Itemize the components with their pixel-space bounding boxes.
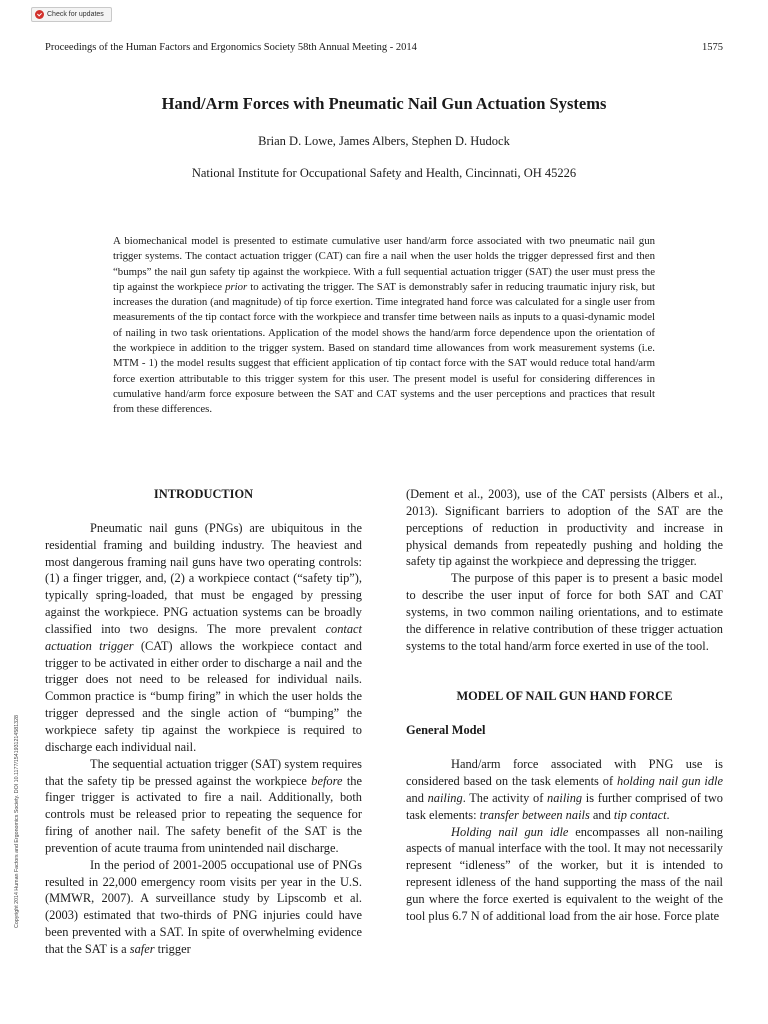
abstract-text: A biomechanical model is presented to estimate cumulative user hand/arm force associated with two pneumatic nail gun trigger systems. The contact actuation trigger (CAT) can fire a nail when the user holds the trigger depressed first and then “bumps” the nail gun safety tip against the workpiece. With a full sequential actuation trigger (SAT) the user must press the tip against the workpiece <box>113 235 655 293</box>
left-column <box>45 486 362 958</box>
paragraph-emphasis: contact actuation trigger <box>45 621 362 653</box>
paragraph-emphasis: safer <box>129 941 155 956</box>
paragraph-text: and <box>589 807 614 822</box>
introduction-heading: INTRODUCTION <box>153 487 254 501</box>
paragraph-text: The sequential actuation trigger (SAT) system requires that the safety tip be pressed against the workpiece <box>45 756 362 788</box>
model-paragraph-2 <box>406 824 723 925</box>
paragraph-text: . <box>666 807 670 822</box>
general-model-heading: General Model <box>406 723 486 738</box>
abstract-text: to activating the trigger. The SAT is demonstrably safer in reducing traumatic injury risk, but increases the duration (and magnitude) of tip force exertion. Time integrated hand force was calculated for a single user from measurements of the tip contact force with the workpiece and transfer time between nails as inputs to a quasi-dynamic model of nailing in two task orientations. Application of the model shows the hand/arm force dependence upon the orientation of the workpiece in addition to the trigger system. Based on standard time allowances from work measurement systems (i.e. MTM - 1) the model results suggest that efficient application of tip contact force with the SAT would reduce total hand/arm force exertion attributable to this trigger system for this user. The present model is useful for considering differences in cumulative hand/arm force exposure between the SAT and CAT systems and the user perceptions and practices that result from these differences. <box>113 280 655 416</box>
paragraph-emphasis: before <box>311 773 343 788</box>
model-heading: MODEL OF NAIL GUN HAND FORCE <box>456 689 673 704</box>
model-paragraph-1 <box>406 756 723 823</box>
paragraph-text: (CAT) allows the workpiece contact and trigger to be activated in either order to discharge a nail and the trigger does not need to be released for individual nails. Common practice is “bump firing” in which the user holds the trigger depressed and the single action of “bumping” the workpiece safety tip against the workpiece is required to discharge each individual nail. <box>45 638 362 754</box>
intro-paragraph-2 <box>45 756 362 857</box>
paragraph-emphasis: transfer between nails <box>479 807 590 822</box>
abstract <box>113 234 655 418</box>
paragraph-emphasis: tip contact <box>613 807 667 822</box>
paragraph-emphasis: Holding nail gun idle <box>451 824 569 839</box>
paragraph-text: In the period of 2001-2005 occupational use of PNGs resulted in 22,000 emergency room visits per year in the U.S. (MMWR, 2007). A surveillance study by Lipscomb et al. (2003) estimated that two-thirds of PNG injuries could have been prevented with a SAT. In spite of overwhelming evidence that the SAT is a <box>45 857 362 956</box>
paragraph-text: encompasses all non-nailing aspects of manual interface with the tool. It may not necessarily represent “idleness” of the worker, but it is intended to represent idleness of the hand supporting the mass of the nail gun where the force exerted is equivalent to the weight of the tool plus 6.7 N of additional load from the air hose. Force plate <box>406 824 723 923</box>
paper-authors: Brian D. Lowe, James Albers, Stephen D. Hudock <box>258 134 510 148</box>
paragraph-text: is further comprised of two task elements: <box>406 790 723 822</box>
paragraph-text: the finger trigger is activated to fire a nail. Additionally, both controls must be released prior to repeating the sequence for firing of another nail. The safety benefit of the SAT is the prevention of acute trauma from unintended nail discharge. <box>45 773 362 855</box>
check-for-updates-icon <box>35 10 44 19</box>
check-for-updates-label: Check for updates <box>47 11 104 18</box>
running-head: Proceedings of the Human Factors and Ergonomics Society 58th Annual Meeting - 2014 <box>45 42 417 53</box>
intro-paragraph-4: (Dement et al., 2003), use of the CAT persists (Albers et al., 2013). Significant barriers to adoption of the SAT are the perceptions of reduction in productivity and increase in physical demands from repeatedly pushing and holding the safety tip against the workpiece and depressing the trigger. <box>406 487 723 569</box>
paragraph-emphasis: nailing <box>427 790 463 805</box>
intro-paragraph-5: The purpose of this paper is to present a basic model to describe the user input of force for both SAT and CAT systems, in two common nailing orientations, and to estimate the difference in relative contribution of these trigger actuation systems to the total hand/arm force exerted in use of the tool. <box>406 571 723 653</box>
paper-title: Hand/Arm Forces with Pneumatic Nail Gun Actuation Systems <box>161 94 607 113</box>
intro-paragraph-3 <box>45 857 362 958</box>
intro-paragraph-1 <box>45 520 362 756</box>
page-number: 1575 <box>702 42 723 53</box>
paper-affiliation: National Institute for Occupational Safety and Health, Cincinnati, OH 45226 <box>191 166 577 180</box>
paragraph-text: Hand/arm force associated with PNG use is considered based on the task elements of <box>406 757 723 788</box>
right-column <box>406 486 723 925</box>
paragraph-text: trigger <box>154 941 191 956</box>
paragraph-emphasis: nailing <box>547 790 583 805</box>
paragraph-text: Pneumatic nail guns (PNGs) are ubiquitous in the residential framing and building industry. The heaviest and most dangerous framing nail guns have two operating controls: (1) a finger trigger, and, (2) a workpiece contact (“safety tip”), typically spring-loaded, that must be engaged by pressing against the workpiece. PNG actuation systems can be broadly classified into two designs. The more prevalent <box>45 520 362 636</box>
paragraph-emphasis: holding nail gun idle <box>617 773 723 788</box>
copyright-notice: Copyright 2014 Human Factors and Ergonomics Society. DOI 10.1177/1541931214581328 <box>14 715 20 928</box>
paragraph-text: . The activity of <box>462 790 548 805</box>
check-for-updates-button[interactable] <box>31 7 112 22</box>
abstract-emphasis: prior <box>225 280 248 293</box>
paragraph-text: and <box>406 790 428 805</box>
